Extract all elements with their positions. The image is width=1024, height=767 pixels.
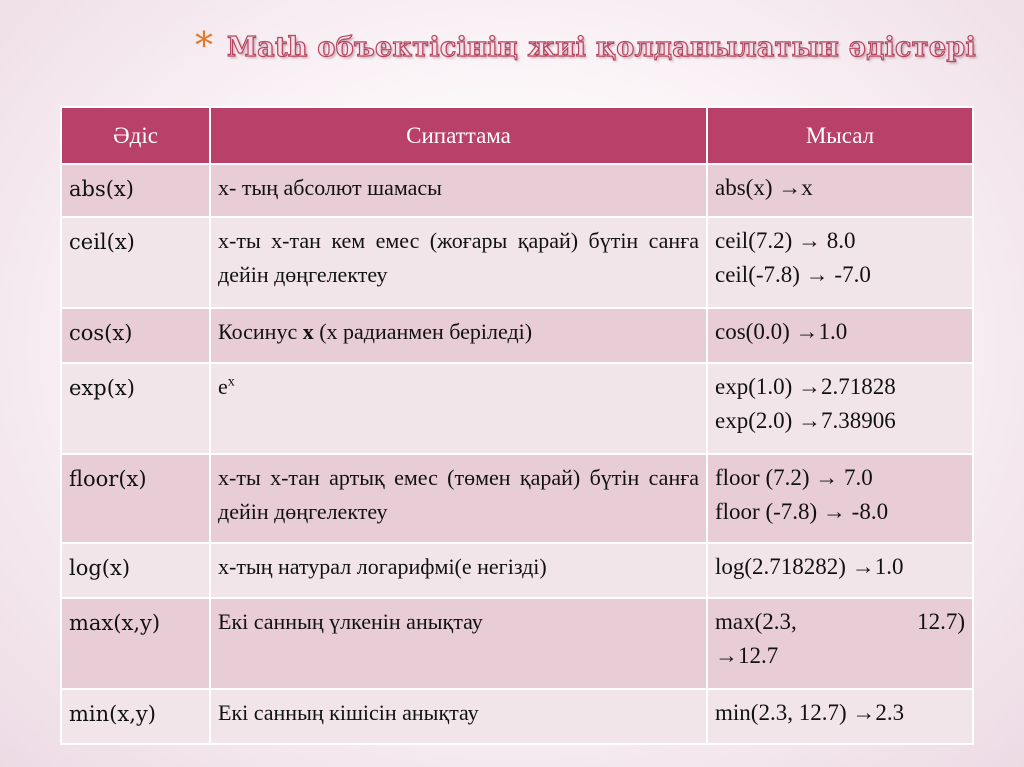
example-line: floor (-7.8) → -8.0	[715, 499, 889, 524]
slide-title	[195, 22, 976, 72]
desc-superscript: x	[227, 374, 235, 390]
example-part: max(2.3,	[715, 609, 797, 634]
example-cell	[707, 543, 973, 598]
example-line: cos(0.0) →1.0	[715, 319, 848, 344]
method-cell: exp(x)	[61, 363, 210, 454]
table-row	[61, 543, 973, 598]
description-cell: Екі санның кішісін анықтау	[210, 689, 707, 744]
example-line	[715, 605, 965, 639]
table-row	[61, 454, 973, 543]
header-description: Сипаттама	[210, 107, 707, 164]
example-cell	[707, 363, 973, 454]
table-row	[61, 164, 973, 217]
table-row	[61, 217, 973, 308]
desc-suffix: (x радианмен беріледі)	[313, 319, 533, 344]
example-line: abs(x) →x	[715, 175, 813, 200]
description-cell: Екі санның үлкенін анықтау	[210, 598, 707, 689]
header-method: Әдіс	[61, 107, 210, 164]
example-line: min(2.3, 12.7) →2.3	[715, 700, 905, 725]
description-cell: x-ты x-тан кем емес (жоғары қарай) бүтін санға дейін дөңгелектеу	[210, 217, 707, 308]
example-part: 12.7)	[917, 609, 965, 634]
example-cell	[707, 689, 973, 744]
bullet-star-icon: *	[195, 26, 213, 67]
method-cell: max(x,y)	[61, 598, 210, 689]
example-cell	[707, 308, 973, 363]
description-cell: x-ты x-тан артық емес (төмен қарай) бүтін санға дейін дөңгелектеу	[210, 454, 707, 543]
example-line: log(2.718282) →1.0	[715, 554, 904, 579]
example-cell	[707, 164, 973, 217]
method-cell: cos(x)	[61, 308, 210, 363]
table-header-row	[61, 107, 973, 164]
example-cell	[707, 454, 973, 543]
method-cell: min(x,y)	[61, 689, 210, 744]
description-cell	[210, 308, 707, 363]
example-line: ceil(7.2) → 8.0	[715, 228, 856, 253]
method-cell: abs(x)	[61, 164, 210, 217]
header-example: Мысал	[707, 107, 973, 164]
example-line: →12.7	[715, 643, 779, 668]
description-cell: x- тың абсолют шамасы	[210, 164, 707, 217]
description-cell: x-тың натурал логарифмі(е негізді)	[210, 543, 707, 598]
desc-prefix: Косинус	[218, 319, 303, 344]
example-line: ceil(-7.8) → -7.0	[715, 262, 871, 287]
example-line: exp(2.0) →7.38906	[715, 408, 896, 433]
table-row	[61, 598, 973, 689]
method-cell: ceil(x)	[61, 217, 210, 308]
math-methods-table	[60, 106, 974, 745]
table-row	[61, 363, 973, 454]
example-cell	[707, 598, 973, 689]
example-cell	[707, 217, 973, 308]
example-line: floor (7.2) → 7.0	[715, 465, 873, 490]
method-cell: log(x)	[61, 543, 210, 598]
method-cell: floor(x)	[61, 454, 210, 543]
desc-base: e	[218, 374, 228, 399]
example-line: exp(1.0) →2.71828	[715, 374, 896, 399]
table-row	[61, 689, 973, 744]
description-cell	[210, 363, 707, 454]
desc-bold-var: x	[302, 319, 314, 344]
slide-title-text: Math объектісінің жиі қолданылатын әдістері	[227, 31, 977, 63]
table-row	[61, 308, 973, 363]
